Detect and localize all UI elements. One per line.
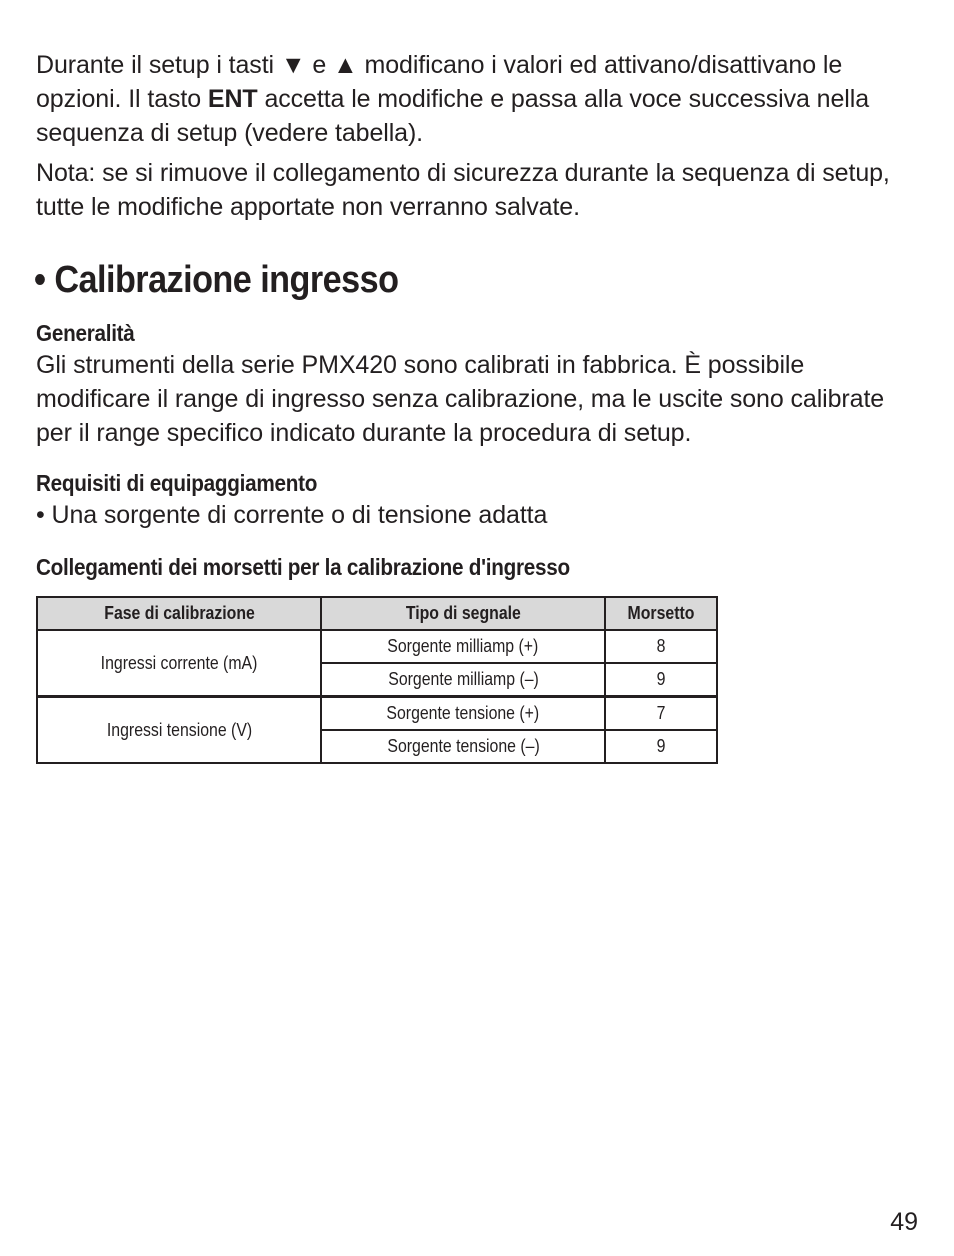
generalita-block [36,318,922,450]
generalita-heading: Generalità [36,320,135,346]
requisiti-block [36,468,922,532]
intro-text-b: e [305,51,333,79]
signal-cell [321,697,605,731]
requisiti-item: • Una sorgente di corrente o di tensione adatta [36,501,548,529]
table-header-row [37,597,717,630]
terminal-cell [605,630,717,663]
collegamenti-heading: Collegamenti dei morsetti per la calibrazione d'ingresso [36,554,570,580]
column-header-signal-label: Tipo di segnale [405,603,521,623]
signal-label: Sorgente milliamp (–) [387,669,539,689]
up-arrow-icon: ▲ [333,51,358,79]
signal-cell [321,630,605,663]
note-paragraph: Nota: se si rimuove il collegamento di sicurezza durante la sequenza di setup, tutte le modifiche apportate non verranno salvate. [36,159,890,221]
column-header-signal [321,597,605,630]
generalita-text: Gli strumenti della serie PMX420 sono calibrati in fabbrica. È possibile modificare il range di ingresso senza calibrazione, ma le uscite sono calibrate per il range specifico indicato durante la procedura di setup. [36,351,885,447]
terminal-cell [605,730,717,763]
terminal-label: 9 [656,736,666,756]
calibration-table [36,596,718,764]
column-header-terminal [605,597,717,630]
phase-label: Ingressi tensione (V) [106,719,252,740]
terminal-cell [605,663,717,697]
ent-key-label: ENT [207,85,258,113]
table-row [37,697,717,731]
signal-cell [321,663,605,697]
column-header-phase-label: Fase di calibrazione [103,603,255,623]
section-title: • Calibrazione ingresso [34,259,399,301]
signal-cell [321,730,605,763]
signal-label: Sorgente milliamp (+) [387,636,539,656]
down-arrow-icon: ▼ [280,51,306,79]
intro-text-a: Durante il setup i tasti [36,51,281,79]
signal-label: Sorgente tensione (+) [386,703,540,723]
terminal-label: 7 [656,703,666,723]
intro-paragraph [36,48,922,150]
signal-label: Sorgente tensione (–) [386,736,540,756]
intro-text-c: modificano i valori ed attivano/disattivano le opzioni. Il tasto [36,51,843,113]
terminal-label: 8 [656,636,666,656]
column-header-phase [37,597,321,630]
page-number: 49 [890,1208,918,1236]
document-page [36,48,922,782]
intro-text-d: accetta le modifiche e passa alla voce successiva nella sequenza di setup (vedere tabella). [36,85,870,147]
phase-label: Ingressi corrente (mA) [100,652,258,673]
phase-cell [37,630,321,697]
phase-cell [37,697,321,764]
requisiti-heading: Requisiti di equipaggiamento [36,470,318,496]
terminal-cell [605,697,717,731]
table-row [37,630,717,663]
collegamenti-block [36,552,922,764]
terminal-label: 9 [656,669,666,689]
column-header-terminal-label: Morsetto [627,603,695,623]
